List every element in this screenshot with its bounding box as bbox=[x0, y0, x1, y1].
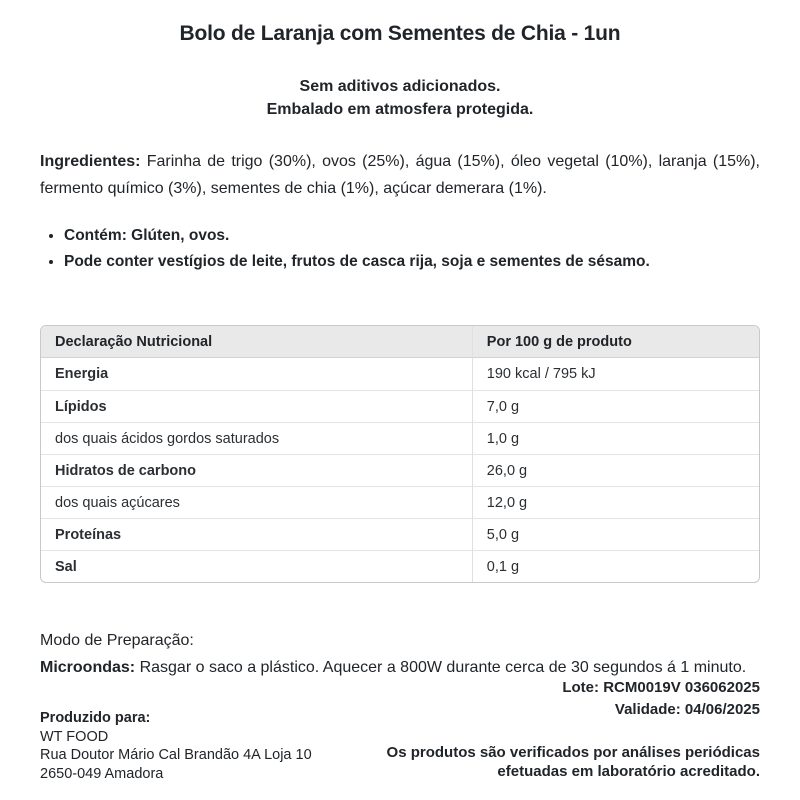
table-row-proteinas bbox=[41, 518, 759, 550]
nutrient-label: Hidratos de carbono bbox=[41, 454, 472, 486]
producer-label: Produzido para: bbox=[40, 710, 151, 726]
microwave-instructions: Rasgar o saco a plástico. Aquecer a 800W durante cerca de 30 segundos á 1 minuto. bbox=[139, 659, 747, 676]
producer-name: WT FOOD bbox=[40, 728, 109, 745]
microwave-label: Microondas: bbox=[40, 659, 136, 676]
preparation-section bbox=[40, 627, 760, 681]
ingredients-text: Farinha de trigo (30%), ovos (25%), água (15%), óleo vegetal (10%), laranja (15%), fermento químico (3%), sementes de chia (1%), açúcar demerara (1%). bbox=[40, 153, 761, 197]
nutrient-label: Energia bbox=[55, 366, 109, 382]
nutrient-label: Sal bbox=[41, 550, 472, 582]
nutrient-value: 190 kcal / 795 kJ bbox=[472, 358, 759, 390]
nutrition-header-per100g: Por 100 g de produto bbox=[472, 326, 759, 358]
nutrient-value: 0,1 g bbox=[472, 550, 759, 582]
table-row-energia bbox=[41, 358, 759, 390]
allergen-list bbox=[40, 223, 760, 275]
lot-line bbox=[562, 677, 760, 699]
table-row-saturados bbox=[41, 422, 759, 454]
table-row-lipidos bbox=[41, 390, 759, 422]
preparation-heading: Modo de Preparação: bbox=[40, 632, 194, 649]
page-title: Bolo de Laranja com Sementes de Chia - 1un bbox=[179, 22, 621, 45]
claim-line-2: Embalado em atmosfera protegida. bbox=[266, 101, 534, 118]
product-claims bbox=[40, 75, 760, 121]
ingredients-label: Ingredientes: bbox=[40, 153, 141, 170]
table-row-sal bbox=[41, 550, 759, 582]
nutrient-label: Lípidos bbox=[41, 390, 472, 422]
lot-label: Lote: bbox=[562, 679, 600, 696]
nutrient-value: 7,0 g bbox=[472, 390, 759, 422]
batch-info bbox=[562, 677, 760, 721]
expiry-value: 04/06/2025 bbox=[684, 701, 760, 718]
nutrient-value: 26,0 g bbox=[472, 454, 759, 486]
expiry-line bbox=[562, 699, 760, 721]
footer-section bbox=[40, 677, 760, 795]
nutrition-header-row bbox=[41, 326, 759, 358]
nutrient-label: Proteínas bbox=[41, 518, 472, 550]
producer-city: 2650-049 Amadora bbox=[40, 765, 164, 782]
verification-note: Os produtos são verificados por análises periódicas efetuadas em laboratório acreditado. bbox=[386, 744, 760, 780]
nutrient-value: 1,0 g bbox=[472, 422, 759, 454]
ingredients-paragraph bbox=[40, 148, 760, 202]
nutrient-value: 12,0 g bbox=[472, 486, 759, 518]
nutrient-sublabel: dos quais ácidos gordos saturados bbox=[41, 422, 472, 454]
expiry-label: Validade: bbox=[614, 701, 681, 718]
nutrition-table bbox=[40, 325, 760, 583]
lot-value: RCM0019V 036062025 bbox=[603, 679, 760, 696]
nutrition-table-container bbox=[40, 325, 760, 583]
nutrient-sublabel: dos quais açúcares bbox=[41, 486, 472, 518]
allergen-item-contains: • Contém: Glúten, ovos. bbox=[64, 223, 760, 249]
producer-info bbox=[40, 709, 312, 783]
table-row-hidratos bbox=[41, 454, 759, 486]
table-row-acucares bbox=[41, 486, 759, 518]
nutrient-value: 5,0 g bbox=[472, 518, 759, 550]
allergen-item-traces: • Pode conter vestígios de leite, frutos de casca rija, soja e sementes de sésamo. bbox=[64, 249, 760, 275]
producer-address: Rua Doutor Mário Cal Brandão 4A Loja 10 bbox=[40, 747, 312, 763]
claim-line-1: Sem aditivos adicionados. bbox=[299, 78, 501, 95]
nutrition-header-label: Declaração Nutricional bbox=[41, 326, 472, 358]
